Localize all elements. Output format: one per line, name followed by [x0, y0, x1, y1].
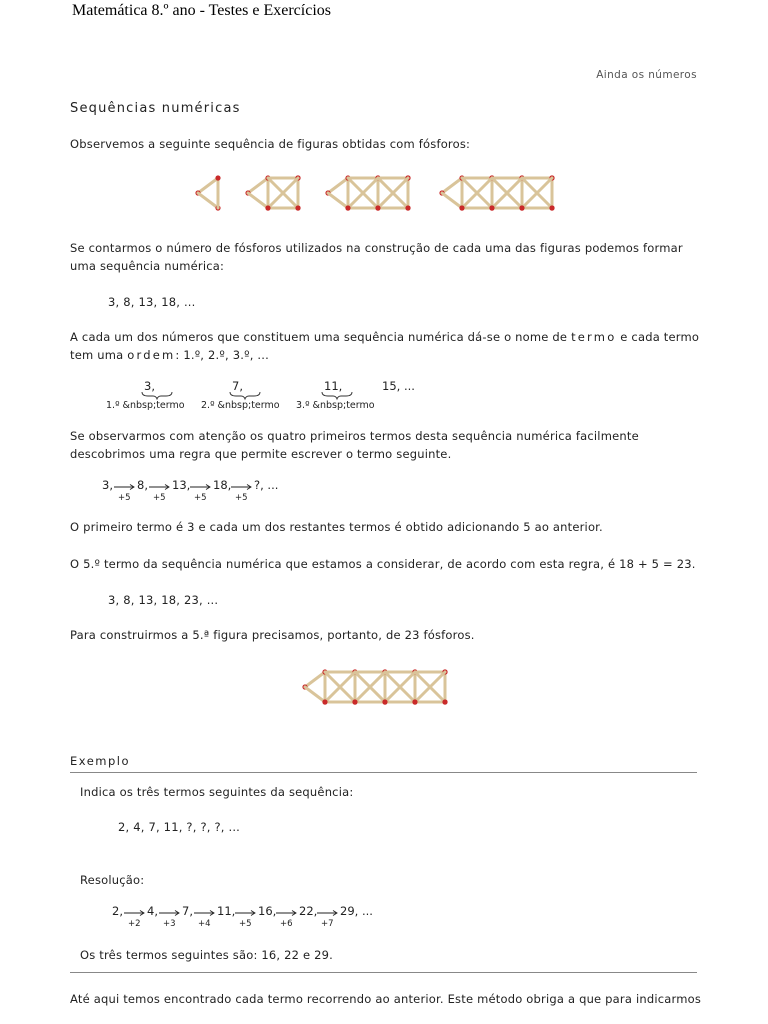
- match-head: [519, 205, 524, 210]
- term-definition-text-d: : 1.º, 2.º, 3.º, ...: [175, 348, 269, 362]
- matchstick-figure-5: [302, 669, 447, 704]
- match-head: [405, 205, 410, 210]
- order-label-3: 3.º &nbsp;termo: [296, 400, 375, 411]
- step-label: +6: [280, 919, 293, 929]
- match-head: [549, 205, 554, 210]
- match-stick: [248, 193, 268, 208]
- order-term-4: 15, ...: [382, 379, 415, 393]
- step-label: +5: [194, 493, 207, 503]
- chapter-label: Ainda os números: [596, 69, 697, 81]
- step-label: +2: [128, 919, 141, 929]
- sequence-term: 8,: [137, 478, 148, 492]
- match-head: [442, 699, 447, 704]
- match-head: [322, 699, 327, 704]
- page-header-title: Matemática 8.º ano - Testes e Exercícios: [72, 2, 331, 19]
- step-label: +5: [235, 493, 248, 503]
- example-prompt: Indica os três termos seguintes da sequência:: [80, 785, 354, 799]
- match-stick: [305, 672, 325, 687]
- count-paragraph-line-2: uma sequência numérica:: [70, 259, 225, 273]
- match-stick: [198, 193, 218, 208]
- example-sequence: 2, 4, 7, 11, ?, ?, ?, ...: [118, 820, 241, 834]
- sequence-term: 2,: [112, 904, 123, 918]
- match-head: [459, 205, 464, 210]
- section-title: Sequências numéricas: [70, 101, 241, 116]
- term-definition-text-c: tem uma: [70, 348, 128, 362]
- term-order-diagram: [100, 376, 430, 412]
- order-term-2: 7,: [232, 379, 243, 393]
- step-arrow: [231, 485, 251, 490]
- term-word: termo: [571, 330, 617, 344]
- step-label: +5: [118, 493, 131, 503]
- term-definition-line-1: [70, 328, 699, 346]
- example-title: Exemplo: [70, 754, 131, 768]
- match-stick: [328, 193, 348, 208]
- step-arrow: [190, 485, 210, 490]
- sequence-term: ?, ...: [254, 478, 279, 492]
- step-label: +4: [198, 919, 211, 929]
- term-definition-line-2: [70, 346, 269, 364]
- step-label: +5: [153, 493, 166, 503]
- matchstick-figures-image: [190, 170, 590, 220]
- match-head: [345, 205, 350, 210]
- match-head: [489, 205, 494, 210]
- sequence-2: 3, 8, 13, 18, 23, ...: [108, 593, 219, 607]
- match-stick: [442, 193, 462, 208]
- match-head: [382, 699, 387, 704]
- example-rule-diagram: [110, 902, 390, 930]
- sequence-term: 29, ...: [340, 904, 373, 918]
- sequence-term: 7,: [182, 904, 193, 918]
- step-arrow: [124, 911, 144, 916]
- step-arrow: [194, 911, 214, 916]
- observe-paragraph-line-1: Se observarmos com atenção os quatro primeiros termos desta sequência numérica facilmente: [70, 429, 639, 443]
- rule-diagram: [100, 476, 300, 504]
- order-word: ordem: [127, 348, 176, 362]
- match-head: [352, 699, 357, 704]
- step-label: +3: [163, 919, 176, 929]
- match-head: [412, 699, 417, 704]
- example-answer: Os três termos seguintes são: 16, 22 e 29.: [80, 948, 334, 962]
- step-label: +7: [321, 919, 334, 929]
- match-stick: [328, 178, 348, 193]
- sequence-term: 11,: [217, 904, 236, 918]
- construct-paragraph: Para construirmos a 5.ª figura precisamos, portanto, de 23 fósforos.: [70, 628, 475, 642]
- sequence-term: 4,: [147, 904, 158, 918]
- match-head: [295, 205, 300, 210]
- step-label: +5: [239, 919, 252, 929]
- sequence-term: 16,: [258, 904, 277, 918]
- brace-1: [142, 392, 172, 399]
- sequence-term: 18,: [213, 478, 232, 492]
- match-head: [375, 205, 380, 210]
- match-stick: [248, 178, 268, 193]
- step-arrow: [317, 911, 337, 916]
- example-top-rule: [70, 772, 697, 773]
- match-stick: [442, 178, 462, 193]
- resolution-label: Resolução:: [80, 873, 145, 887]
- match-head: [265, 205, 270, 210]
- matchstick-figure-5-image: [300, 664, 470, 714]
- step-arrow: [276, 911, 296, 916]
- match-stick: [305, 687, 325, 702]
- match-stick: [198, 178, 218, 193]
- matchstick-figure-3: [325, 175, 410, 210]
- order-term-1: 3,: [144, 379, 155, 393]
- matchstick-figure-4: [439, 175, 554, 210]
- count-paragraph-line-1: Se contarmos o número de fósforos utilizados na construção de cada uma das figuras podemos formar: [70, 241, 683, 255]
- step-arrow: [159, 911, 179, 916]
- term-definition-text-b: e cada termo: [616, 330, 700, 344]
- closing-paragraph: Até aqui temos encontrado cada termo recorrendo ao anterior. Este método obriga a que para indicarmos: [70, 992, 702, 1006]
- brace-3: [322, 392, 352, 399]
- matchstick-figure-2: [245, 175, 300, 210]
- intro-paragraph: Observemos a seguinte sequência de figuras obtidas com fósforos:: [70, 137, 471, 151]
- sequence-term: 3,: [102, 478, 113, 492]
- observe-paragraph-line-2: descobrimos uma regra que permite escrever o termo seguinte.: [70, 447, 452, 461]
- sequence-term: 13,: [172, 478, 191, 492]
- matchstick-figure-1: [195, 175, 220, 210]
- term-definition-text-a: A cada um dos números que constituem uma sequência numérica dá-se o nome de: [70, 330, 572, 344]
- fifth-term-paragraph: O 5.º termo da sequência numérica que estamos a considerar, de acordo com esta regra, é 18 + 5 = 23.: [70, 557, 696, 571]
- first-term-paragraph: O primeiro termo é 3 e cada um dos restantes termos é obtido adicionando 5 ao anterior.: [70, 520, 603, 534]
- step-arrow: [149, 485, 169, 490]
- order-label-2: 2.º &nbsp;termo: [201, 400, 280, 411]
- sequence-term: 22,: [299, 904, 318, 918]
- sequence-1: 3, 8, 13, 18, ...: [108, 295, 196, 309]
- step-arrow: [235, 911, 255, 916]
- brace-2: [230, 392, 260, 399]
- order-label-1: 1.º &nbsp;termo: [106, 400, 185, 411]
- step-arrow: [114, 485, 134, 490]
- order-term-3: 11,: [324, 379, 343, 393]
- example-bottom-rule: [70, 972, 697, 973]
- match-head: [215, 175, 220, 180]
